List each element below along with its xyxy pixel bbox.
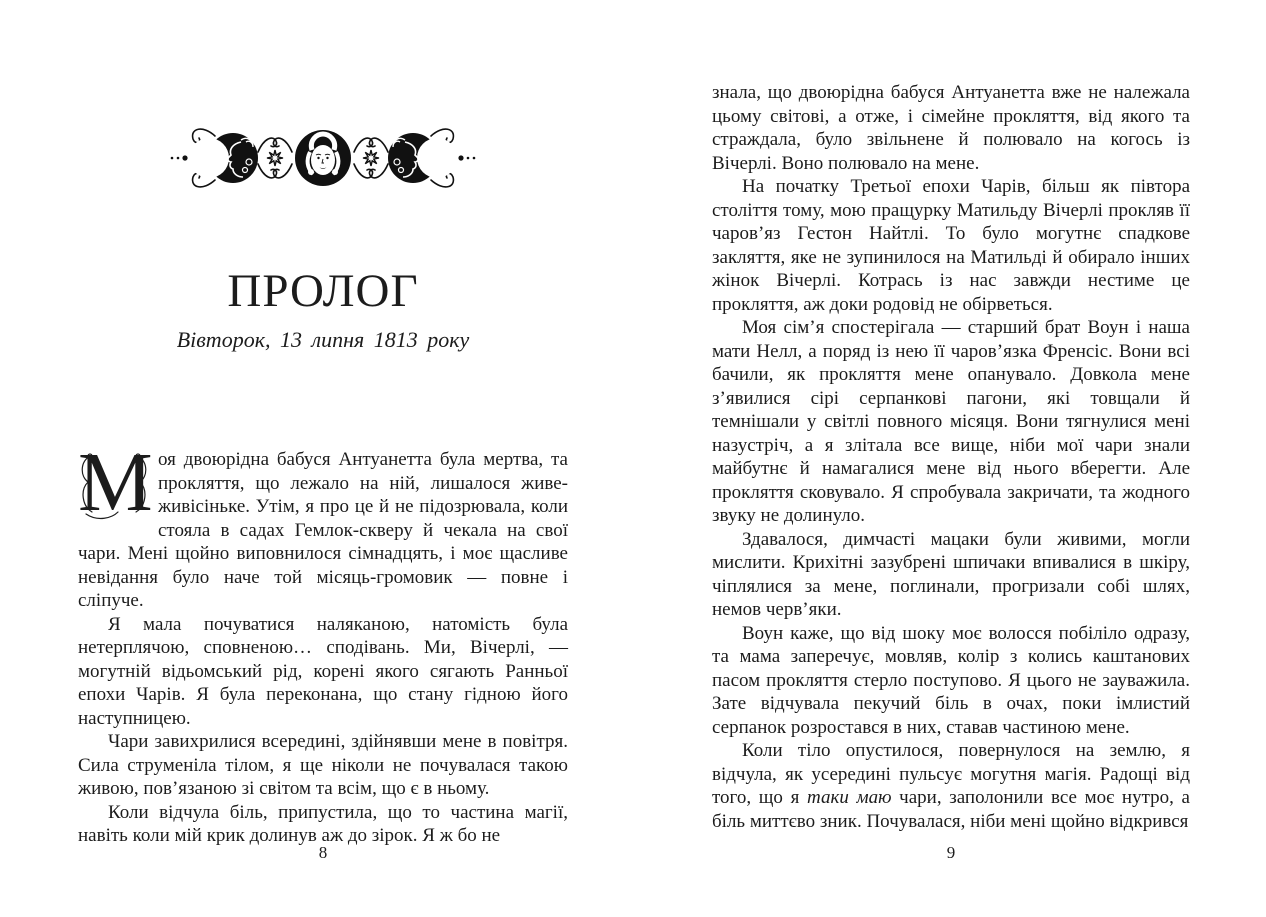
drop-cap [78, 436, 153, 529]
paragraph-text: Коли тіло опустилося, повернулося на землю, я відчула, як усередині пульсує могутня магія. Радощі від того, що я [712, 740, 1190, 808]
book-page-right [712, 0, 1190, 917]
women-moons-ornament-icon [169, 120, 477, 196]
paragraph-text: чари, заполонили все моє нутро, а біль миттєво зник. Почувалася, ніби мені щойно відкрився [712, 787, 1190, 832]
paragraph [78, 436, 568, 613]
paragraph: Воун каже, що від шоку моє волосся побіліло одразу, та мама заперечує, мовляв, колір з колись каштанових пасом прокляття стерло поступово. Я цього не зауважила. Зате відчувала пекучий біль в очах, поки імлистий серпанок розростався в них, ставав частиною мене. [712, 622, 1190, 738]
paragraph: Я мала почуватися наляканою, натомість була нетерплячою, сповненою… сподівань. Ми, Вічерлі, — могутній відьомський рід, корені якого сягають Ранньої епохи Чарів. Я була переконана, що стану гідною його наступницею. [78, 613, 568, 729]
paragraph: На початку Третьої епохи Чарів, більш як півтора століття тому, мою пращурку Матильду Вічерлі прокляв її чаров’яз Гестон Найтлі. То було могутнє спадкове закляття, яке не зупинилося на Матильді й обирало інших жінок Вічерлі. Котрась із нас завжди нестиме це прокляття, аж доки родовід не обірветься. [712, 176, 1190, 315]
right-page-text-block [712, 81, 1190, 833]
page-number-right: 9 [946, 843, 956, 862]
page-number-left: 8 [318, 843, 328, 862]
italic-phrase: таки маю [806, 787, 892, 808]
drop-cap-letter: М [78, 436, 153, 529]
paragraph: Здавалося, димчасті мацаки були живими, могли мислити. Крихітні зазубрені шпичаки впивалися в шкіру, чіплялися за мене, поглинали, прогризали собі шлях, немов черв’яки. [712, 528, 1190, 620]
paragraph-text: оя двоюрідна бабуся Антуанетта була мертва, та прокляття, що лежало на ній, лишалося живе-живісіньке. Утім, я про це й не підозрювала, коли стояла в садах Гемлок-скверу й чекала на свої чари. Мені щойно виповнилося сімнадцять, і моє щасливе невідання було наче той місяць-громовик — повне і сліпуче. [78, 449, 568, 611]
paragraph: знала, що двоюрідна бабуся Антуанетта вже не належала цьому світові, а отже, і сімейне прокляття, від якого та страждала, було звільнене й полювало на когось із Вічерлі. Воно полювало на мене. [712, 82, 1190, 174]
chapter-date-line: Вівторок, 13 липня 1813 року [176, 327, 470, 352]
paragraph [712, 739, 1190, 833]
chapter-title: ПРОЛОГ [227, 265, 419, 317]
paragraph: Моя сім’я спостерігала — старший брат Воун і наша мати Нелл, а поряд із нею її чаров’язка Френсіс. Вони всі бачили, як прокляття мене опанувало. Довкола мене з’явилися сірі серпанкові пагони, які товщали й темнішали у світлі повного місяця. Вони тягнулися мені назустріч, а я злітала все вище, ніби мої чари знали майбутнє й намагалися мене від нього вберегти. Але прокляття сковувало. Я спробувала закричати, та жодного звуку не долинуло. [712, 317, 1190, 526]
book-page-left [78, 0, 568, 917]
paragraph: Коли відчула біль, припустила, що то частина магії, навіть коли мій крик долинув аж до зірок. Я ж бо не [78, 801, 568, 846]
left-page-text-block [78, 436, 568, 848]
paragraph: Чари завихрилися всередині, здійнявши мене в повітря. Сила струменіла тілом, я ще ніколи не почувалася такою живою, пов’язаною зі світом та всім, що є в ньому. [78, 731, 568, 799]
